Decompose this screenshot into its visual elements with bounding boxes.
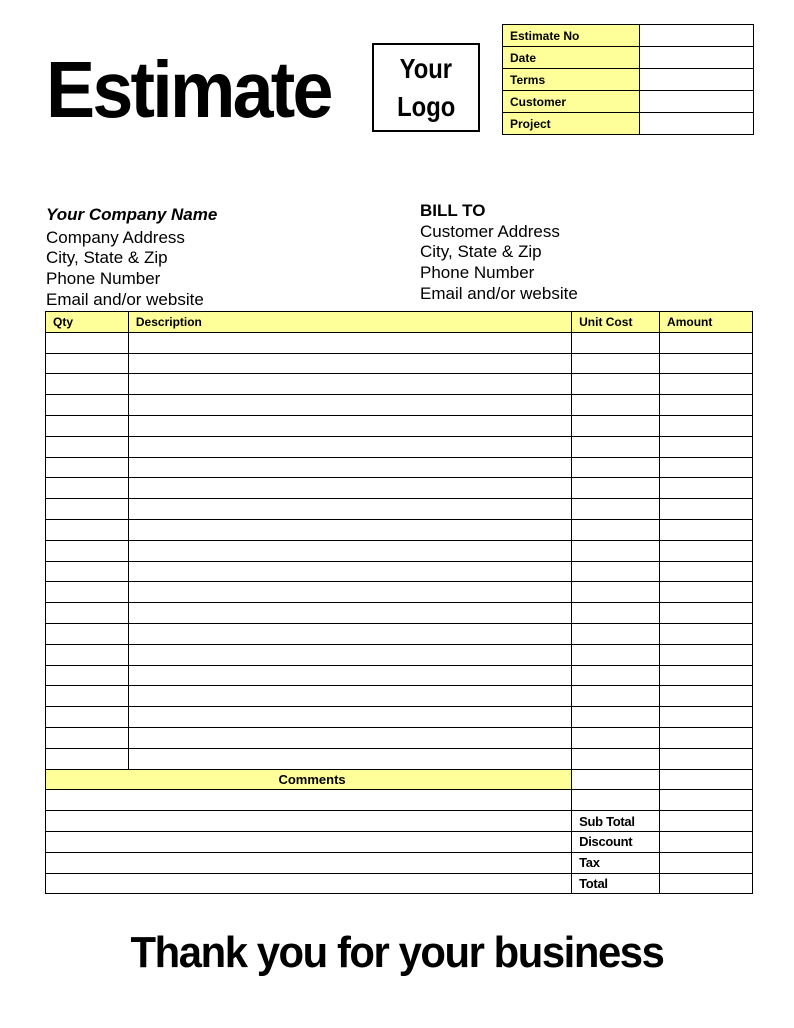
company-name: Your Company Name	[46, 205, 218, 224]
item-unit-cost-cell[interactable]	[572, 686, 660, 707]
item-qty-cell[interactable]	[46, 499, 129, 520]
item-description-cell[interactable]	[128, 603, 571, 624]
item-row	[46, 561, 753, 582]
meta-value-customer[interactable]	[640, 91, 754, 113]
meta-label-date: Date	[503, 47, 640, 69]
item-unit-cost-cell[interactable]	[572, 436, 660, 457]
company-email: Email and/or website	[46, 289, 204, 309]
item-amount-cell[interactable]	[660, 665, 753, 686]
meta-value-project[interactable]	[640, 113, 754, 135]
comments-line[interactable]	[46, 831, 572, 852]
item-unit-cost-cell[interactable]	[572, 561, 660, 582]
item-qty-cell[interactable]	[46, 623, 129, 644]
blank-value-cell[interactable]	[660, 790, 753, 811]
item-amount-cell[interactable]	[660, 374, 753, 395]
bill-to-info	[420, 201, 578, 305]
item-description-cell[interactable]	[128, 707, 571, 728]
tax-row	[46, 852, 753, 873]
item-description-cell[interactable]	[128, 748, 571, 769]
item-row	[46, 665, 753, 686]
meta-label-terms: Terms	[503, 69, 640, 91]
total-value[interactable]	[660, 873, 753, 894]
company-info	[46, 205, 217, 311]
comments-line[interactable]	[46, 790, 572, 811]
customer-city: City, State & Zip	[420, 242, 542, 262]
item-description-cell[interactable]	[128, 727, 571, 748]
item-amount-cell[interactable]	[660, 436, 753, 457]
item-description-cell[interactable]	[128, 374, 571, 395]
item-row	[46, 748, 753, 769]
item-unit-cost-cell[interactable]	[572, 353, 660, 374]
item-amount-cell[interactable]	[660, 415, 753, 436]
blank-label-cell	[572, 790, 660, 811]
item-description-cell[interactable]	[128, 686, 571, 707]
item-row	[46, 623, 753, 644]
item-row	[46, 603, 753, 624]
item-amount-cell[interactable]	[660, 707, 753, 728]
meta-value-terms[interactable]	[640, 69, 754, 91]
item-description-cell[interactable]	[128, 415, 571, 436]
item-unit-cost-cell[interactable]	[572, 540, 660, 561]
item-amount-cell[interactable]	[660, 582, 753, 603]
item-qty-cell[interactable]	[46, 457, 129, 478]
meta-label-project: Project	[503, 113, 640, 135]
item-description-cell[interactable]	[128, 436, 571, 457]
item-amount-cell[interactable]	[660, 457, 753, 478]
item-row	[46, 332, 753, 353]
item-row	[46, 727, 753, 748]
header-amount: Amount	[660, 312, 753, 333]
item-unit-cost-cell[interactable]	[572, 395, 660, 416]
item-row	[46, 395, 753, 416]
item-qty-cell[interactable]	[46, 478, 129, 499]
item-row	[46, 540, 753, 561]
customer-email: Email and/or website	[420, 283, 578, 303]
item-description-cell[interactable]	[128, 332, 571, 353]
item-unit-cost-cell[interactable]	[572, 478, 660, 499]
discount-row	[46, 831, 753, 852]
customer-address: Customer Address	[420, 221, 560, 241]
item-description-cell[interactable]	[128, 561, 571, 582]
bill-to-heading: BILL TO	[420, 201, 486, 220]
item-row	[46, 519, 753, 540]
item-amount-cell[interactable]	[660, 519, 753, 540]
item-qty-cell[interactable]	[46, 644, 129, 665]
item-row	[46, 436, 753, 457]
item-row	[46, 707, 753, 728]
item-unit-cost-cell[interactable]	[572, 707, 660, 728]
item-row	[46, 457, 753, 478]
item-description-cell[interactable]	[128, 540, 571, 561]
subtotal-value[interactable]	[660, 811, 753, 832]
item-qty-cell[interactable]	[46, 332, 129, 353]
item-row	[46, 478, 753, 499]
item-amount-cell[interactable]	[660, 561, 753, 582]
item-qty-cell[interactable]	[46, 707, 129, 728]
total-row	[46, 873, 753, 894]
comments-amount-cell[interactable]	[660, 769, 753, 790]
item-qty-cell[interactable]	[46, 686, 129, 707]
header-description: Description	[128, 312, 571, 333]
item-qty-cell[interactable]	[46, 582, 129, 603]
item-unit-cost-cell[interactable]	[572, 582, 660, 603]
item-row	[46, 353, 753, 374]
meta-label-customer: Customer	[503, 91, 640, 113]
item-description-cell[interactable]	[128, 665, 571, 686]
company-phone: Phone Number	[46, 269, 161, 289]
item-unit-cost-cell[interactable]	[572, 499, 660, 520]
comments-line[interactable]	[46, 811, 572, 832]
meta-value-date[interactable]	[640, 47, 754, 69]
subtotal-label: Sub Total	[572, 811, 660, 832]
discount-value[interactable]	[660, 831, 753, 852]
item-qty-cell[interactable]	[46, 395, 129, 416]
item-amount-cell[interactable]	[660, 332, 753, 353]
header-unit-cost: Unit Cost	[572, 312, 660, 333]
item-unit-cost-cell[interactable]	[572, 332, 660, 353]
discount-label: Discount	[572, 831, 660, 852]
item-qty-cell[interactable]	[46, 748, 129, 769]
item-row	[46, 686, 753, 707]
item-amount-cell[interactable]	[660, 623, 753, 644]
item-unit-cost-cell[interactable]	[572, 415, 660, 436]
company-address: Company Address	[46, 227, 185, 247]
item-qty-cell[interactable]	[46, 436, 129, 457]
item-description-cell[interactable]	[128, 478, 571, 499]
item-unit-cost-cell[interactable]	[572, 519, 660, 540]
comments-line[interactable]	[46, 852, 572, 873]
item-unit-cost-cell[interactable]	[572, 727, 660, 748]
tax-value[interactable]	[660, 852, 753, 873]
item-description-cell[interactable]	[128, 499, 571, 520]
meta-value-estimate-no[interactable]	[640, 25, 754, 47]
company-city: City, State & Zip	[46, 248, 168, 268]
item-description-cell[interactable]	[128, 623, 571, 644]
item-qty-cell[interactable]	[46, 374, 129, 395]
logo-placeholder	[372, 43, 480, 132]
item-amount-cell[interactable]	[660, 540, 753, 561]
item-amount-cell[interactable]	[660, 748, 753, 769]
tax-label: Tax	[572, 852, 660, 873]
item-unit-cost-cell[interactable]	[572, 623, 660, 644]
comments-label: Comments	[46, 769, 572, 790]
estimate-meta-table	[502, 24, 754, 135]
item-description-cell[interactable]	[128, 395, 571, 416]
item-unit-cost-cell[interactable]	[572, 374, 660, 395]
customer-phone: Phone Number	[420, 263, 535, 283]
subtotal-row	[46, 811, 753, 832]
item-amount-cell[interactable]	[660, 686, 753, 707]
item-amount-cell[interactable]	[660, 644, 753, 665]
item-description-cell[interactable]	[128, 353, 571, 374]
total-label: Total	[572, 873, 660, 894]
document-title: Estimate	[46, 45, 331, 134]
item-unit-cost-cell[interactable]	[572, 603, 660, 624]
item-row	[46, 415, 753, 436]
item-row	[46, 374, 753, 395]
item-qty-cell[interactable]	[46, 603, 129, 624]
item-amount-cell[interactable]	[660, 727, 753, 748]
item-amount-cell[interactable]	[660, 353, 753, 374]
thank-you-message: Thank you for your business	[130, 928, 664, 977]
item-qty-cell[interactable]	[46, 665, 129, 686]
logo-line-2: Logo	[396, 90, 456, 122]
item-amount-cell[interactable]	[660, 395, 753, 416]
item-unit-cost-cell[interactable]	[572, 748, 660, 769]
comments-row	[46, 769, 753, 790]
item-amount-cell[interactable]	[660, 603, 753, 624]
item-qty-cell[interactable]	[46, 415, 129, 436]
item-amount-cell[interactable]	[660, 499, 753, 520]
item-unit-cost-cell[interactable]	[572, 457, 660, 478]
item-description-cell[interactable]	[128, 582, 571, 603]
logo-line-1: Your	[399, 52, 453, 84]
item-description-cell[interactable]	[128, 519, 571, 540]
item-row	[46, 644, 753, 665]
item-qty-cell[interactable]	[46, 561, 129, 582]
comments-unit-cell[interactable]	[572, 769, 660, 790]
meta-label-estimate-no: Estimate No	[503, 25, 640, 47]
comments-line[interactable]	[46, 873, 572, 894]
comments-line-row	[46, 790, 753, 811]
item-description-cell[interactable]	[128, 644, 571, 665]
item-row	[46, 499, 753, 520]
item-qty-cell[interactable]	[46, 727, 129, 748]
header-qty: Qty	[46, 312, 129, 333]
item-qty-cell[interactable]	[46, 519, 129, 540]
item-unit-cost-cell[interactable]	[572, 644, 660, 665]
item-row	[46, 582, 753, 603]
line-items-table	[45, 311, 753, 894]
item-qty-cell[interactable]	[46, 540, 129, 561]
item-qty-cell[interactable]	[46, 353, 129, 374]
item-unit-cost-cell[interactable]	[572, 665, 660, 686]
items-header-row	[46, 312, 753, 333]
item-amount-cell[interactable]	[660, 478, 753, 499]
item-description-cell[interactable]	[128, 457, 571, 478]
